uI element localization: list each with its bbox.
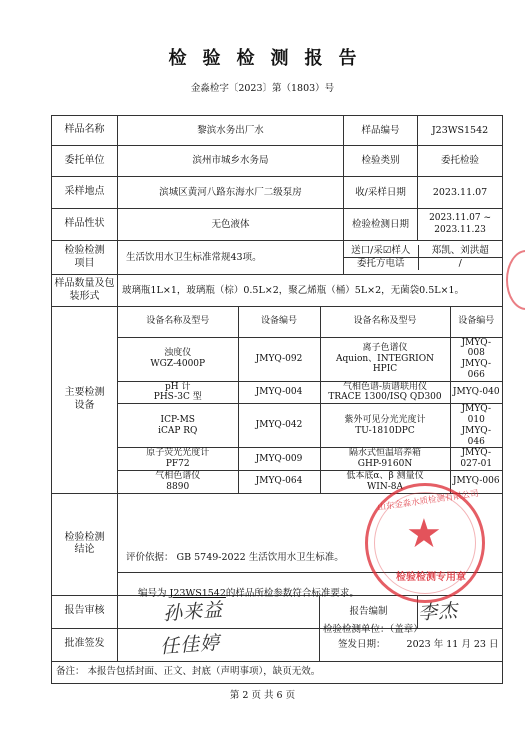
conclusion-label: 检验检测结论 (52, 493, 118, 595)
compile-label: 报告编制 (320, 595, 418, 628)
report-title: 检验检测报告 (168, 48, 373, 69)
equip-id: JMYQ-008 JMYQ-066 (450, 337, 502, 381)
row-client (52, 146, 503, 177)
report-number: 金淼检字〔2023〕第（1803）号 (190, 83, 335, 94)
seal-star-icon: ★ (406, 511, 442, 557)
testing-unit-line: 检验检测单位：（盖章） (323, 624, 423, 636)
row-site (52, 177, 503, 209)
equip-model: TRACE 1300/ISQ QD300 (328, 392, 442, 403)
equip-model: TU-1810DPC (355, 425, 415, 436)
site-value: 滨城区黄河八路东海水厂二级泵房 (118, 177, 344, 209)
equip-model: WGZ-4000P (150, 359, 206, 370)
equip-name: 浊度仪 (164, 348, 192, 359)
equip-name: 原子荧光光度计 (146, 448, 210, 459)
equip-name: 离子色谱仪 (362, 342, 408, 353)
issue-date-value: 2023 年 11 月 23 日 (406, 638, 499, 650)
equip-model: WIN-8A (367, 481, 403, 492)
sender-subtable (344, 245, 502, 270)
equip-id: JMYQ-040 (450, 381, 502, 404)
seal-purpose: 检验检测专用章 (396, 572, 466, 583)
sender-value: 郑凯、刘洪超 (418, 245, 502, 257)
result-prefix: 编号为 (138, 588, 167, 600)
items-label: 检验检测项目 (52, 241, 118, 275)
equip-name: ICP-MS (160, 415, 195, 426)
equip-name: 气相色谱-质谱联用仪 (342, 381, 428, 392)
evaluation-basis: 评价依据： GB 5749-2022 生活饮用水卫生标准。 (126, 552, 344, 564)
collect-date-value: 2023.11.07 (418, 177, 503, 209)
sample-no-label: 样品编号 (344, 116, 418, 146)
row-quantity (52, 275, 503, 307)
sample-name-label: 样品名称 (52, 116, 118, 146)
equipment-table (118, 307, 502, 493)
result-sample-no: J23WS1542 (169, 588, 226, 600)
equip-header-name: 设备名称及型号 (320, 307, 450, 337)
sender-label: 送口/采☑样人 (344, 245, 418, 257)
equip-id: JMYQ-042 (238, 404, 320, 448)
seal-company-name: 山东金淼水质检测有限公司 (376, 488, 480, 514)
issue-date-label: 签发日期： (338, 638, 386, 650)
page-number: 第 2 页 共 6 页 (229, 690, 296, 701)
official-seal (365, 483, 485, 603)
equip-name: 气相色谱仪 (155, 471, 201, 482)
equip-id: JMYQ-009 (238, 448, 320, 471)
equip-header-id: 设备编号 (450, 307, 502, 337)
client-phone-value: / (418, 258, 502, 270)
equip-model: Aquion、INTEGRION HPIC (336, 353, 434, 375)
row-approve (52, 628, 503, 661)
property-label: 样品性状 (52, 209, 118, 241)
client-value: 滨州市城乡水务局 (118, 146, 344, 177)
items-value: 生活饮用水卫生标准常规43项。 (118, 241, 344, 275)
sample-no-value: J23WS1542 (418, 116, 503, 146)
sample-name-value: 黎滨水务出厂水 (118, 116, 344, 146)
test-date-value: 2023.11.07 ~ 2023.11.23 (418, 209, 503, 241)
category-value: 委托检验 (418, 146, 503, 177)
equip-name: 紫外可见分光光度计 (344, 415, 426, 426)
client-label: 委托单位 (52, 146, 118, 177)
equip-model: GHP-9160N (357, 459, 413, 470)
site-label: 采样地点 (52, 177, 118, 209)
approver-signature: 任佳婷 (159, 631, 221, 659)
quantity-label: 样品数量及包装形式 (52, 275, 118, 307)
equip-name: 低本底α、β 测量仪 (346, 471, 424, 482)
equip-id: JMYQ-006 (450, 471, 502, 493)
equip-model: PHS-3C 型 (153, 392, 202, 403)
collect-date-label: 收/采样日期 (344, 177, 418, 209)
equip-header-name: 设备名称及型号 (118, 307, 238, 337)
equip-id: JMYQ-092 (238, 337, 320, 381)
equip-model: 8890 (166, 481, 190, 492)
row-items (52, 241, 503, 275)
category-label: 检验类别 (344, 146, 418, 177)
review-label: 报告审核 (52, 595, 118, 628)
row-property (52, 209, 503, 241)
result-suffix: 的样品所检参数符合标准要求。 (225, 588, 359, 600)
equip-id: JMYQ-004 (238, 381, 320, 404)
row-note (52, 661, 503, 683)
equipment-row (118, 448, 502, 471)
equip-id: JMYQ-010 JMYQ-046 (450, 404, 502, 448)
equip-model: PF72 (165, 459, 190, 470)
row-equipment (52, 307, 503, 494)
seal-edge-partial (506, 250, 525, 310)
client-phone-label: 委托方电话 (344, 258, 418, 270)
equipment-row (118, 337, 502, 381)
row-sample-name (52, 116, 503, 146)
equip-header-id: 设备编号 (238, 307, 320, 337)
approve-label: 批准签发 (52, 628, 118, 661)
quantity-value: 玻璃瓶1L×1，玻璃瓶（棕）0.5L×2，聚乙烯瓶（桶）5L×2，无菌袋0.5L×1。 (118, 275, 503, 307)
equip-model: iCAP RQ (158, 425, 198, 436)
property-value: 无色液体 (118, 209, 344, 241)
test-date-label: 检验检测日期 (344, 209, 418, 241)
equipment-label: 主要检测设备 (52, 307, 118, 494)
compiler-signature: 李杰 (417, 599, 459, 625)
equip-id: JMYQ-027-01 (450, 448, 502, 471)
equip-id: JMYQ-064 (238, 471, 320, 493)
equipment-row (118, 404, 502, 448)
equipment-row (118, 381, 502, 404)
equip-name: pH 计 (165, 381, 191, 392)
equip-name: 隔水式恒温培养箱 (348, 448, 421, 459)
reviewer-signature: 孙来益 (162, 598, 224, 626)
report-note: 备注： 本报告包括封面、正文、封底（声明事项），缺页无效。 (52, 661, 503, 683)
